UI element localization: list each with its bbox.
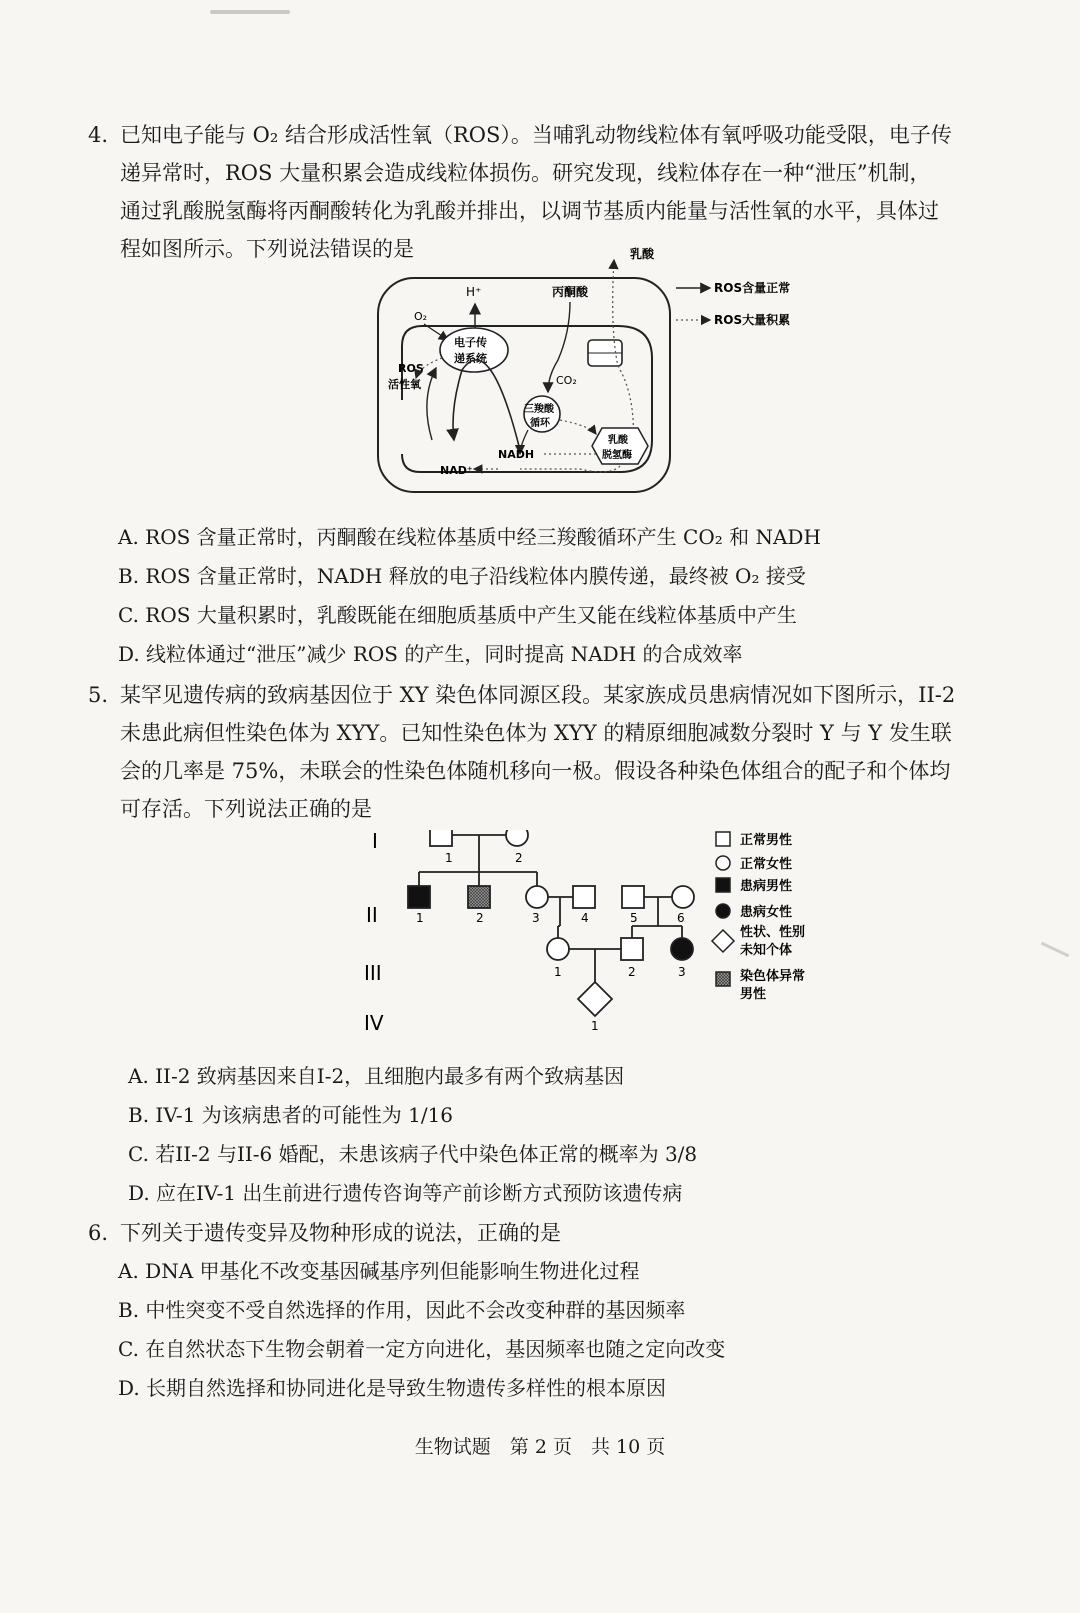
- stem-line: 某罕见遗传病的致病基因位于 XY 染色体同源区段。某家族成员患病情况如下图所示，II-2: [120, 683, 956, 707]
- person-III3: [671, 938, 693, 960]
- pedigree-chart: [360, 830, 860, 1060]
- option-a: A. II-2 致病基因来自I-2，且细胞内最多有两个致病基因: [128, 1064, 625, 1088]
- question-stem: 下列关于遗传变异及物种形成的说法，正确的是: [120, 1221, 561, 1245]
- nadh-label: NADH: [498, 448, 535, 461]
- ros-label: 活性氧: [388, 378, 421, 391]
- person-number: 2: [515, 851, 523, 865]
- lactic-acid-label: 乳酸: [630, 247, 655, 261]
- question-6: [88, 1214, 988, 1252]
- co2-label: CO₂: [556, 374, 577, 387]
- person-number: 2: [628, 965, 636, 979]
- legend-affected-male-icon: [716, 878, 730, 892]
- ldh-label: 乳酸: [608, 435, 628, 446]
- stem-line: 递异常时，ROS 大量积累会造成线粒体损伤。研究发现，线粒体存在一种“泄压”机制，: [120, 161, 931, 185]
- person-number: 1: [554, 965, 562, 979]
- legend-label: 染色体异常: [740, 969, 806, 984]
- person-number: 1: [416, 911, 424, 925]
- person-II3: [526, 886, 548, 908]
- option-d: D. 应在IV-1 出生前进行遗传咨询等产前诊断方式预防该遗传病: [128, 1181, 683, 1205]
- option-b: B. IV-1 为该病患者的可能性为 1/16: [128, 1103, 454, 1127]
- tca-label: 循环: [530, 418, 550, 429]
- option-c: C. 在自然状态下生物会朝着一定方向进化，基因频率也随之定向改变: [118, 1337, 726, 1361]
- person-number: 6: [677, 911, 685, 925]
- ros-label: ROS: [398, 362, 424, 375]
- stem-line: 程如图所示。下列说法错误的是: [120, 237, 414, 261]
- scan-smudge: [210, 10, 290, 14]
- option-a: A. DNA 甲基化不改变基因碱基序列但能影响生物进化过程: [118, 1259, 640, 1283]
- generation-label: IV: [364, 1011, 384, 1035]
- option-c: C. 若II-2 与II-6 婚配，未患该病子代中染色体正常的概率为 3/8: [128, 1142, 698, 1166]
- option-d: D. 长期自然选择和协同进化是导致生物遗传多样性的根本原因: [118, 1376, 667, 1400]
- electron-flow-arrow: [427, 368, 436, 440]
- legend-normal-female-icon: [716, 856, 730, 870]
- page-footer: 生物试题 第 2 页 共 10 页: [414, 1436, 666, 1458]
- option-b: B. ROS 含量正常时，NADH 释放的电子沿线粒体内膜传递，最终被 O₂ 接受: [118, 564, 806, 588]
- legend-label: 正常女性: [740, 857, 793, 872]
- legend-abnormal-icon: [716, 972, 730, 986]
- stem-line: 会的几率是 75%，未联会的性染色体随机移向一极。假设各种染色体组合的配子和个体均: [120, 759, 951, 783]
- etc-label: 递系统: [454, 352, 487, 365]
- pyruvate-label: 丙酮酸: [552, 285, 589, 299]
- person-I1: [430, 830, 452, 846]
- legend-affected-female-icon: [716, 904, 730, 918]
- o2-label: O₂: [414, 310, 428, 323]
- person-II6: [672, 886, 694, 908]
- etc-label: 电子传: [454, 336, 487, 349]
- ldh-label: 脱氢酶: [602, 450, 632, 461]
- h-plus-label: H⁺: [466, 285, 482, 299]
- stem-line: 已知电子能与 O₂ 结合形成活性氧（ROS）。当哺乳动物线粒体有氧呼吸功能受限，电子传: [120, 123, 952, 147]
- person-II2: [468, 886, 490, 908]
- person-II5: [622, 886, 644, 908]
- person-I2: [506, 830, 528, 846]
- person-number: 2: [476, 911, 484, 925]
- legend-dotted-label: ROS大量积累: [714, 313, 791, 327]
- question-number: 4.: [88, 123, 109, 147]
- etc-ellipse: [440, 328, 508, 372]
- tca-label: 三羧酸: [524, 404, 554, 415]
- person-IV1: [578, 982, 612, 1016]
- legend-unknown-icon: [712, 930, 734, 952]
- stem-line: 可存活。下列说法正确的是: [120, 797, 372, 821]
- stem-line: 未患此病但性染色体为 XYY。已知性染色体为 XYY 的精原细胞减数分裂时 Y 与 Y 发生联: [120, 721, 952, 745]
- generation-label: III: [364, 961, 382, 985]
- nad-plus-label: NAD⁺: [440, 464, 473, 477]
- legend-label: 患病男性: [740, 879, 793, 894]
- person-number: 5: [630, 911, 638, 925]
- generation-label: I: [372, 830, 378, 853]
- legend-label: 正常男性: [740, 833, 793, 848]
- person-number: 1: [445, 851, 453, 865]
- legend-solid-label: ROS含量正常: [714, 281, 791, 295]
- person-number: 4: [581, 911, 589, 925]
- question-number: 5.: [88, 683, 109, 707]
- mitochondria-diagram: [370, 240, 850, 510]
- nadh-to-etc-arrow: [453, 360, 520, 450]
- legend-normal-male-icon: [716, 832, 730, 846]
- option-b: B. 中性突变不受自然选择的作用，因此不会改变种群的基因频率: [118, 1298, 686, 1322]
- person-III2: [621, 938, 643, 960]
- person-III1: [547, 938, 569, 960]
- legend-label: 男性: [740, 987, 767, 1002]
- person-II1: [408, 886, 430, 908]
- question-stem: [120, 676, 988, 828]
- generation-label: II: [366, 903, 378, 927]
- person-number: 3: [678, 965, 686, 979]
- person-number: 3: [532, 911, 540, 925]
- scan-smudge: [1041, 942, 1069, 957]
- question-number: 6.: [88, 1221, 109, 1245]
- legend-label: 性状、性别: [740, 925, 806, 940]
- option-c: C. ROS 大量积累时，乳酸既能在细胞质基质中产生又能在线粒体基质中产生: [118, 603, 797, 627]
- legend-label: 未知个体: [740, 943, 793, 958]
- legend-label: 患病女性: [740, 905, 793, 920]
- option-d: D. 线粒体通过“泄压”减少 ROS 的产生，同时提高 NADH 的合成效率: [118, 642, 743, 666]
- person-number: 1: [591, 1019, 599, 1033]
- question-5: [88, 676, 988, 828]
- lactate-export-path: [613, 260, 634, 455]
- person-II4: [573, 886, 595, 908]
- option-a: A. ROS 含量正常时，丙酮酸在线粒体基质中经三羧酸循环产生 CO₂ 和 NADH: [118, 525, 821, 549]
- stem-line: 通过乳酸脱氢酶将丙酮酸转化为乳酸并排出，以调节基质内能量与活性氧的水平，具体过: [120, 199, 939, 223]
